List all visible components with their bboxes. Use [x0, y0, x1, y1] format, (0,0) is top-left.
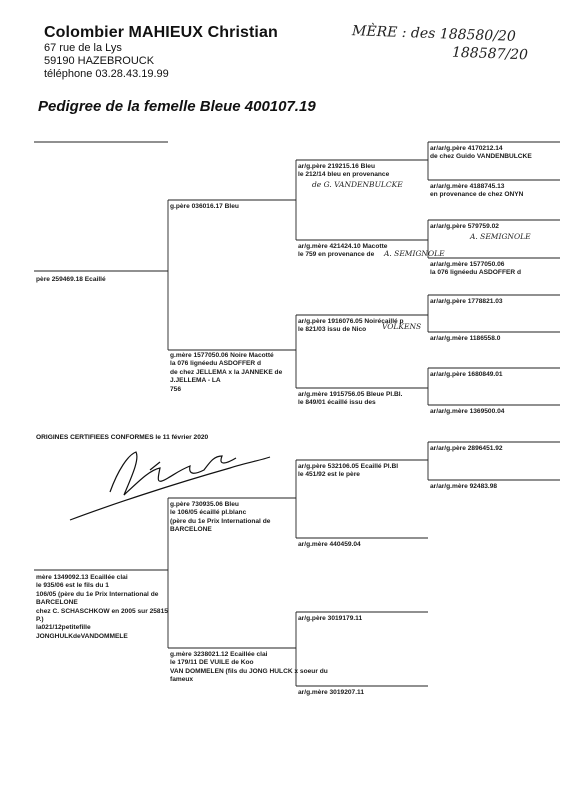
gg-ancestor-7: ar/ar/g.père 1680849.01: [430, 371, 503, 378]
gg-ancestor-4: ar/ar/g.mère 1577050.06 la 076 lignéedu ASDOFFER d: [430, 261, 521, 277]
great-grandmother-3: ar/g.mère 440459.04: [298, 541, 361, 548]
certification-text: ORIGINES CERTIFIEES CONFORMES le 11 février 2020: [36, 434, 209, 441]
gg-ancestor-6: ar/ar/g.mère 1186558.0: [430, 335, 501, 342]
grandfather-paternal: g.père 036016.17 Bleu: [170, 203, 239, 210]
handwritten-mother-ref-1: MÈRE : des 188580/20: [351, 23, 517, 45]
gg-ancestor-2: ar/ar/g.mère 4188745.13 en provenance de chez ONYN: [430, 183, 524, 199]
breeder-city: 59190 HAZEBROUCK: [44, 55, 155, 67]
breeder-phone: téléphone 03.28.43.19.99: [44, 68, 169, 80]
page-title: Pedigree de la femelle Bleue 400107.19: [38, 98, 316, 115]
breeder-street: 67 rue de la Lys: [44, 42, 122, 54]
father-entry: père 259469.18 Ecaillé: [36, 276, 106, 283]
grandmother-maternal: g.mère 3238021.12 Ecaillée clai le 179/11 DE VUILE de Koo VAN DOMMELEN (fils du JONG HULCK x soeur du fameux: [170, 651, 328, 684]
great-grandmother-1: ar/g.mère 421424.10 Macotte le 759 en provenance de: [298, 243, 388, 259]
great-grandmother-4: ar/g.mère 3019207.11: [298, 689, 364, 696]
great-grandmother-2: ar/g.mère 1915756.05 Bleue Pl.Bl. le 849/01 écaillé issu des: [298, 391, 403, 407]
great-grandfather-3: ar/g.père 532106.05 Ecaillé Pl.Bl le 451/92 est le père: [298, 463, 399, 479]
gg-ancestor-10: ar/ar/g.mère 92483.98: [430, 483, 498, 490]
handwritten-note-semignole-2: A. SEMIGNOLE: [470, 232, 531, 241]
great-grandfather-4: ar/g.père 3019179.11: [298, 615, 363, 622]
gg-ancestor-9: ar/ar/g.père 2896451.92: [430, 445, 503, 452]
handwritten-mother-ref-2: 188587/20: [451, 44, 529, 64]
gg-ancestor-8: ar/ar/g.mère 1369500.04: [430, 408, 505, 415]
grandmother-paternal: g.mère 1577050.06 Noire Macotté la 076 lignéedu ASDOFFER d de chez JELLEMA x la JANNEKE de J.JELLEMA - LA 756: [170, 352, 283, 393]
great-grandfather-1: ar/g.père 219215.16 Bleu le 212/14 bleu en provenance: [298, 163, 390, 179]
mother-entry: mère 1349092.13 Ecaillée clai le 935/06 est le fils du 1 106/05 (père du 1e Prix International de BARCELONE chez C. SCHASCHKOW en 2005 sur 25815 P.) la021/12petitefille JONGHULKdeVANDOMMELE: [36, 574, 168, 640]
gg-ancestor-5: ar/ar/g.père 1778821.03: [430, 298, 503, 305]
handwritten-note-vandenbulcke: de G. VANDENBULCKE: [312, 180, 403, 189]
handwritten-note-volkens: VOLKENS: [382, 322, 422, 331]
gg-ancestor-3: ar/ar/g.père 579759.02: [430, 223, 499, 230]
gg-ancestor-1: ar/ar/g.père 4170212.14 de chez Guido VANDENBULCKE: [430, 145, 532, 161]
handwritten-note-semignole: A. SEMIGNOLE: [384, 249, 445, 258]
grandfather-maternal: g.père 730935.06 Bleu le 106/05 écaillé pl.blanc (père du 1e Prix International de BARCELONE: [170, 501, 271, 534]
breeder-name: Colombier MAHIEUX Christian: [44, 24, 278, 41]
great-grandfather-2: ar/g.père 1916076.05 Noirécaillé p le 821/03 issu de Nico: [298, 318, 404, 334]
